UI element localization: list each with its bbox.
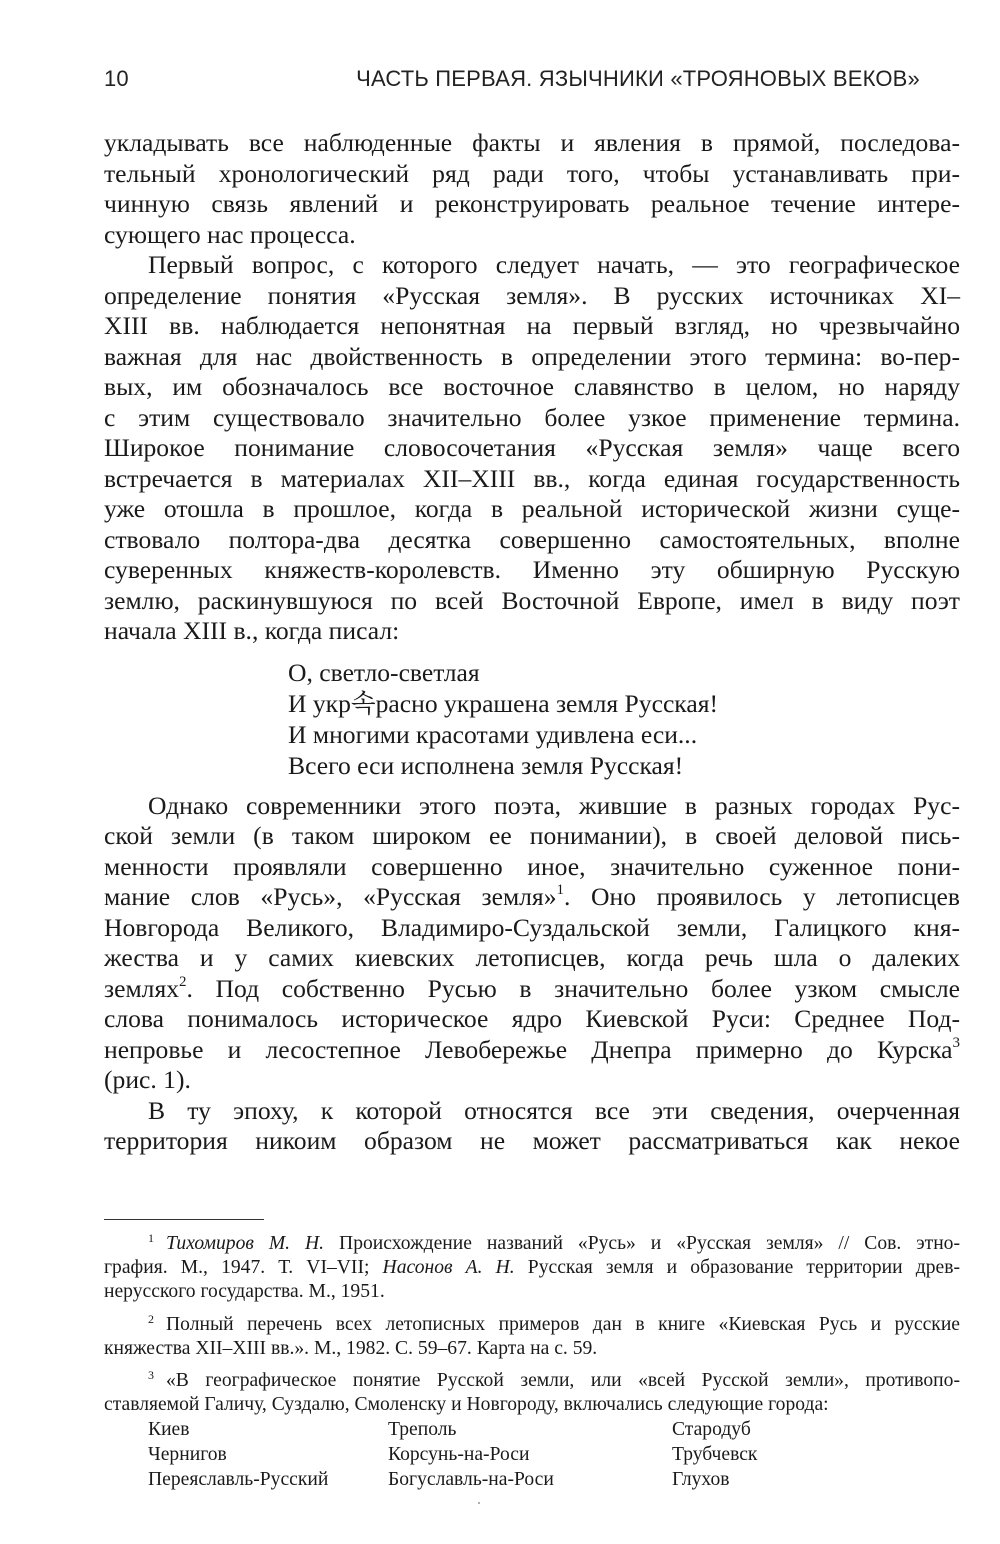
text-line: [104, 974, 960, 1005]
paragraph-4: [104, 1096, 960, 1157]
text-line: слова понималось историческое ядро Киевской Руси: Среднее Под-: [104, 1004, 960, 1033]
footnote-line: княжества XII–XIII вв.». М., 1982. С. 59–67. Карта на с. 59.: [104, 1337, 598, 1359]
text-segment: графия. М., 1947. Т. VI–VII;: [104, 1257, 370, 1279]
text-line: суверенных княжеств-королевств. Именно эту обширную Русскую: [104, 555, 960, 584]
text-line: чинную связь явлений и реконструировать реальное течение интере-: [104, 189, 960, 218]
text-line: В ту эпоху, к которой относятся все эти сведения, очерченная: [148, 1095, 960, 1125]
paragraph-1: [104, 128, 960, 250]
text-line: (рис. 1).: [104, 1065, 191, 1094]
text-segment: Полный перечень всех летописных примеров дан в книге «Киевская Русь и русские: [166, 1313, 960, 1335]
text-line: с этим существовало значительно более узкое применение термина.: [104, 402, 960, 432]
text-line: землю, раскинувшуюся по всей Восточной Европе, имел в виду поэт: [104, 585, 960, 615]
text-segment: . Оно проявилось у летописцев: [564, 882, 960, 911]
text-line: важная для нас двойственность в определении этого термина: во-пер-: [104, 341, 960, 371]
text-line: тельный хронологический ряд ради того, чтобы устанавливать при-: [104, 158, 960, 188]
paragraph-2: [104, 250, 960, 647]
text-line: вых, им обозначалось все восточное славянство в целом, но наряду: [104, 372, 960, 401]
footnote-line: [104, 1363, 960, 1393]
text-line: менности проявляли совершенно иное, значительно суженное пони-: [104, 851, 960, 881]
footnote-divider: [104, 1219, 264, 1220]
author-name: Насонов А. Н.: [382, 1257, 515, 1279]
footnotes: [104, 1226, 960, 1494]
city-name: Чернигов: [148, 1444, 227, 1466]
footnote-line: [104, 1256, 960, 1280]
text-line: территория никоим образом не может рассматриваться как некое: [104, 1126, 960, 1155]
text-segment: . Под собственно Русью в значительно более узком смысле: [186, 973, 960, 1003]
footnote-ref-1[interactable]: 1: [556, 882, 564, 898]
city-name: Глухов: [672, 1468, 730, 1490]
page-header: [104, 66, 960, 98]
body-text: [104, 128, 960, 1157]
text-line: определение понятия «Русская земля». В русских источниках XI–: [104, 280, 960, 310]
verse-line: И укр속расно украшена земля Русская!: [288, 688, 719, 718]
footnote-mark: 3: [148, 1368, 154, 1383]
text-line: ствовало полтора-два десятка совершенно самостоятельных, вполне: [104, 524, 960, 554]
city-name: Корсунь-на-Роси: [388, 1444, 530, 1466]
text-segment: Происхождение названий «Русь» и «Русская земля» // Сов. этно-: [339, 1233, 961, 1254]
text-line: [104, 882, 960, 913]
running-title: ЧАСТЬ ПЕРВАЯ. ЯЗЫЧНИКИ «ТРОЯНОВЫХ ВЕКОВ»: [356, 66, 920, 91]
footnote-line: нерусского государства. М., 1951.: [104, 1281, 385, 1303]
city-list: [104, 1418, 960, 1492]
text-line: ской земли (в таком широком ее понимании), в своей деловой пись-: [104, 821, 960, 850]
city-name: Трубчевск: [672, 1444, 758, 1466]
city-name: Киев: [148, 1419, 190, 1441]
text-line: Однако современники этого поэта, жившие в разных городах Рус-: [148, 790, 960, 820]
city-name: Переяславль-Русский: [148, 1468, 329, 1490]
text-line: уже отошла в прошлое, когда в реальной исторической жизни суще-: [104, 494, 960, 523]
footnote-line: [104, 1307, 960, 1337]
verse-line: О, светло-светлая: [288, 657, 480, 687]
text-line: [104, 1035, 960, 1066]
footnote-ref-2[interactable]: 2: [179, 973, 187, 990]
text-line: Новгорода Великого, Владимиро-Суздальской земли, Галицкого кня-: [104, 912, 960, 942]
text-line: начала XIII в., когда писал:: [104, 616, 400, 645]
verse-line: И многими красотами удивлена еси...: [288, 719, 698, 749]
footnote-3: [104, 1363, 960, 1492]
footnote-mark: 1: [148, 1231, 154, 1245]
text-line: сующего нас процесса.: [104, 219, 356, 249]
paragraph-3: [104, 791, 960, 1096]
footnote-1: [104, 1226, 960, 1305]
text-line: укладывать все наблюденные факты и явления в прямой, последова-: [104, 128, 960, 157]
text-segment: Русская земля и образование территории древ-: [527, 1257, 960, 1279]
text-segment: землях: [104, 973, 180, 1003]
page-number: 10: [104, 66, 129, 91]
footnote-ref-3[interactable]: 3: [952, 1034, 960, 1051]
city-name: Стародуб: [672, 1419, 751, 1441]
footnote-2: [104, 1307, 960, 1361]
text-line: Широкое понимание словосочетания «Русская земля» чаще всего: [104, 433, 960, 462]
footnote-line: [104, 1226, 960, 1256]
verse-quote: [288, 657, 960, 781]
scan-speck: [478, 1502, 480, 1504]
text-line: XIII вв. наблюдается непонятная на первый взгляд, но чрезвычайно: [104, 311, 960, 340]
footnote-line: ставляемой Галичу, Суздалю, Смоленску и Новгороду, включались следующие города:: [104, 1394, 829, 1416]
verse-line: Всего еси исполнена земля Русская!: [288, 750, 684, 780]
city-name: Треполь: [388, 1419, 457, 1441]
text-segment: непровье и лесостепное Левобережье Днепра примерно до Курска: [104, 1034, 953, 1064]
text-line: жества и у самих киевских летописцев, когда речь шла о далеких: [104, 943, 960, 972]
text-line: встречается в материалах XII–XIII вв., когда единая государственность: [104, 463, 960, 493]
text-line: Первый вопрос, с которого следует начать, — это географическое: [148, 250, 960, 279]
city-name: Богуславль-на-Роси: [388, 1468, 554, 1490]
text-segment: «В географическое понятие Русской земли, или «всей Русской земли», противопо-: [166, 1370, 960, 1392]
author-name: Тихомиров М. Н.: [166, 1233, 325, 1254]
text-segment: мание слов «Русь», «Русская земля»: [104, 882, 557, 911]
footnote-mark: 2: [148, 1311, 154, 1326]
